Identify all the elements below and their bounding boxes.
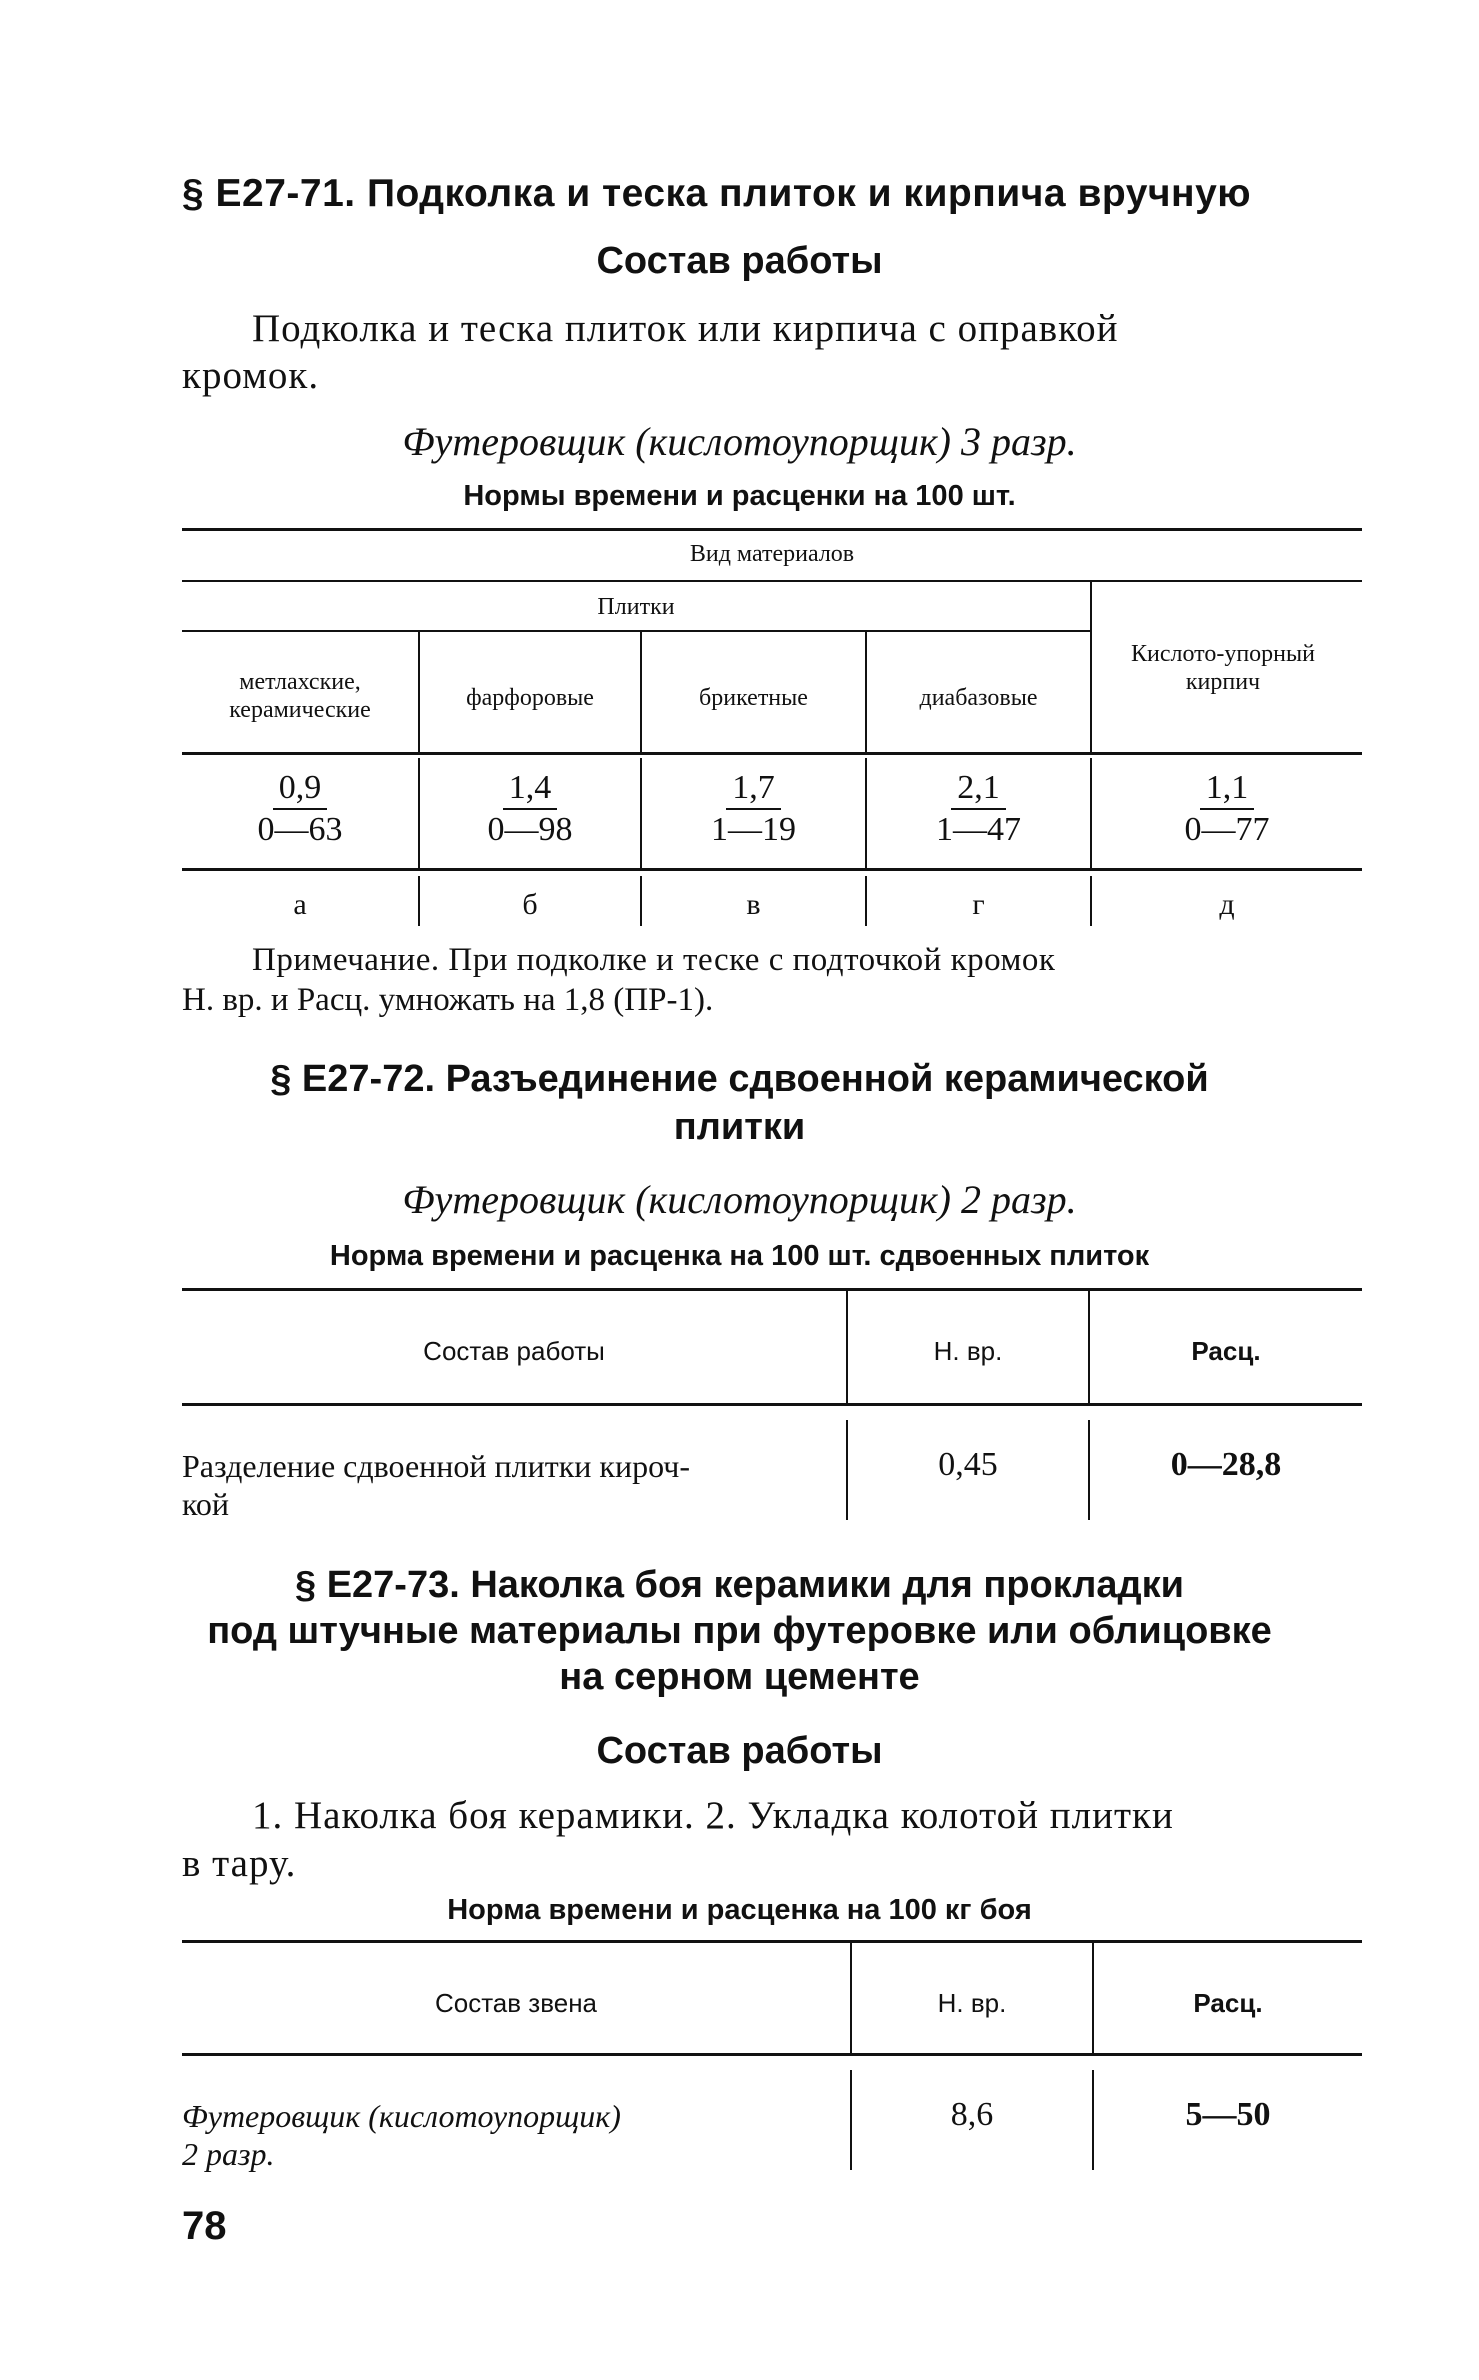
section-title-e27-73: § Е27-73. Наколка боя керамики для прокладки — [295, 1564, 1184, 1606]
column-divider — [1090, 582, 1092, 752]
column-header-norm: Н. вр. — [937, 1988, 1007, 2018]
header-tiles-group: Плитки — [597, 594, 675, 620]
section-title-e27-73-line2: под штучные материалы при футеровке или облицовке — [207, 1610, 1272, 1652]
section-title-e27-72: § Е27-72. Разъединение сдвоенной керамической — [270, 1058, 1209, 1100]
table-caption: Нормы времени и расценки на 100 шт. — [463, 480, 1016, 512]
column-header-norm: Н. вр. — [933, 1336, 1003, 1366]
table-caption: Норма времени и расценка на 100 кг боя — [447, 1894, 1032, 1926]
page-number: 78 — [182, 2204, 227, 2248]
table-rule — [182, 580, 1362, 582]
column-header-crew: Состав звена — [434, 1988, 598, 2018]
column-header-porcelain: фарфоровые — [466, 685, 594, 711]
table-rule — [182, 1403, 1362, 1406]
norm-value: 1,7 — [726, 768, 781, 810]
section-title-e27-71: § Е27-71. Подколка и теска плиток и кирпича вручную — [182, 172, 1252, 215]
work-text-line2: в тару. — [182, 1842, 297, 1885]
row-norm-value: 8,6 — [950, 2096, 994, 2133]
price-value: 0—98 — [487, 811, 573, 848]
header-material-type: Вид материалов — [689, 541, 855, 567]
norm-value: 1,4 — [503, 768, 558, 810]
value-cell — [1092, 768, 1362, 850]
table-rule — [182, 630, 1090, 632]
norm-value: 1,1 — [1200, 768, 1255, 810]
row-price-value: 5—50 — [1185, 2096, 1271, 2133]
norm-value: 0,9 — [273, 768, 328, 810]
column-letter: г — [972, 888, 985, 921]
table-caption: Норма времени и расценка на 100 шт. сдвоенных плиток — [329, 1240, 1150, 1272]
price-value: 1—19 — [711, 811, 796, 848]
row-price-value: 0—28,8 — [1170, 1446, 1282, 1483]
work-text-line1: 1. Наколка боя керамики. 2. Укладка колотой плитки — [252, 1794, 1174, 1837]
table-rule — [182, 528, 1362, 531]
price-value: 1—47 — [936, 811, 1021, 848]
table-rule — [182, 1940, 1362, 1943]
worker-label: Футеровщик (кислотоупорщик) 2 разр. — [402, 1177, 1077, 1222]
subtitle-work-composition: Состав работы — [596, 1730, 883, 1772]
column-header-work: Состав работы — [423, 1336, 605, 1366]
column-letter: в — [746, 888, 761, 921]
section-title-e27-73-line3: на серном цементе — [559, 1656, 920, 1698]
column-letter: д — [1219, 888, 1235, 921]
work-text-line2: кромок. — [182, 354, 320, 397]
table-rule — [182, 2053, 1362, 2056]
row-norm-value: 0,45 — [938, 1446, 998, 1483]
row-crew-text-line2: 2 разр. — [182, 2136, 275, 2172]
value-cell — [420, 768, 640, 850]
column-header-briquette: брикетные — [699, 685, 808, 711]
price-value: 0—63 — [257, 811, 343, 848]
table-rule — [182, 1288, 1362, 1291]
row-work-text-line1: Разделение сдвоенной плитки кироч- — [182, 1448, 690, 1484]
column-letter: б — [522, 888, 538, 921]
column-header-acid-brick: Кислото-упорный кирпич — [1131, 641, 1315, 695]
column-letter: а — [293, 888, 307, 921]
note-line2: Н. вр. и Расц. умножать на 1,8 (ПР-1). — [182, 982, 714, 1018]
value-cell — [182, 768, 418, 850]
price-value: 0—77 — [1184, 811, 1270, 848]
column-header-metlakh: метлахские, керамические — [229, 669, 371, 723]
section-title-e27-72-line2: плитки — [673, 1106, 806, 1148]
column-header-price: Расц. — [1191, 1336, 1261, 1366]
norm-value: 2,1 — [951, 768, 1006, 810]
worker-label: Футеровщик (кислотоупорщик) 3 разр. — [402, 419, 1077, 464]
value-cell — [642, 768, 865, 850]
note-line1: Примечание. При подколке и теске с подточкой кромок — [252, 942, 1056, 978]
row-work-text-line2: кой — [182, 1486, 230, 1522]
row-crew-text-line1: Футеровщик (кислотоупорщик) — [182, 2098, 621, 2134]
column-header-price: Расц. — [1193, 1988, 1263, 2018]
value-cell — [867, 768, 1090, 850]
column-header-diabase: диабазовые — [919, 685, 1038, 711]
work-text-line1: Подколка и теска плиток или кирпича с оправкой — [252, 307, 1119, 350]
table-rule — [182, 868, 1362, 871]
subtitle-work-composition: Состав работы — [596, 240, 883, 282]
table-rule — [182, 752, 1362, 755]
